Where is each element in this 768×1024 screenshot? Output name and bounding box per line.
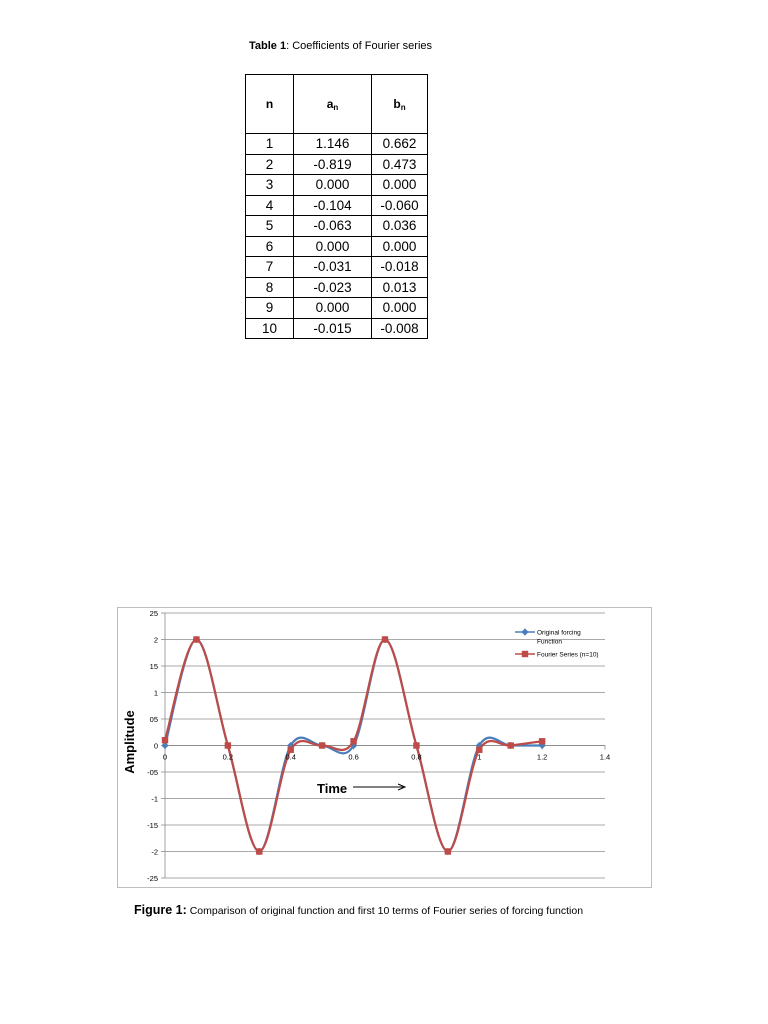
- x-axis-label: Time: [317, 781, 348, 796]
- x-tick-label: 1.2: [536, 752, 548, 762]
- cell-n: 4: [246, 195, 294, 216]
- y-tick-labels: [147, 609, 158, 883]
- data-point-square: [382, 636, 388, 642]
- table-row: [246, 175, 428, 196]
- cell-bn: -0.018: [372, 257, 428, 278]
- cell-an: 1.146: [294, 134, 372, 155]
- y-tick-label: 05: [149, 715, 158, 724]
- x-tick-label: 0.8: [411, 752, 422, 762]
- legend-entry-1: [515, 628, 581, 645]
- cell-n: 8: [246, 277, 294, 298]
- figure-caption-text: Comparison of original function and first 10 terms of Fourier series of forcing function: [186, 905, 584, 917]
- fourier-comparison-chart: [117, 607, 652, 888]
- table-row: [246, 154, 428, 175]
- x-tick-label: 0.6: [348, 752, 359, 762]
- legend-entry-2: [515, 651, 599, 659]
- cell-n: 7: [246, 257, 294, 278]
- cell-bn: 0.662: [372, 134, 428, 155]
- x-tick-label: 0.4: [285, 752, 296, 762]
- cell-an: -0.015: [294, 318, 372, 339]
- cell-bn: 0.000: [372, 175, 428, 196]
- table-row: [246, 236, 428, 257]
- data-point-square: [445, 848, 451, 854]
- x-tick-label: 0: [162, 752, 168, 762]
- y-tick-label: 25: [149, 609, 158, 618]
- table-caption-text: : Coefficients of Fourier series: [286, 40, 433, 52]
- header-n: n: [246, 75, 294, 134]
- table-caption: [249, 40, 432, 52]
- figure-caption: [134, 903, 583, 917]
- cell-bn: 0.473: [372, 154, 428, 175]
- data-point-square: [413, 742, 419, 748]
- table-row: [246, 134, 428, 155]
- data-point-square: [319, 742, 325, 748]
- data-point-square: [350, 738, 356, 744]
- cell-an: -0.104: [294, 195, 372, 216]
- header-an: $a_n$: [294, 75, 372, 134]
- cell-an: -0.031: [294, 257, 372, 278]
- y-tick-label: 2: [153, 635, 158, 645]
- cell-an: 0.000: [294, 236, 372, 257]
- x-tick-label: 1.4: [599, 752, 611, 762]
- legend-label: Fourier Series (n=10): [537, 651, 599, 659]
- table-caption-label: Table 1: [249, 40, 287, 52]
- y-tick-label: -1: [151, 794, 158, 804]
- table-row: [246, 277, 428, 298]
- data-point-square: [225, 742, 231, 748]
- cell-n: 10: [246, 318, 294, 339]
- cell-bn: 0.013: [372, 277, 428, 298]
- y-tick-label: -15: [147, 821, 158, 830]
- table-row: [246, 195, 428, 216]
- legend: [515, 628, 599, 658]
- y-tick-label: 0: [153, 741, 158, 751]
- cell-n: 3: [246, 175, 294, 196]
- table-row: [246, 318, 428, 339]
- table-row: [246, 216, 428, 237]
- y-axis-label: Amplitude: [122, 710, 137, 774]
- y-tick-label: 15: [149, 662, 158, 671]
- cell-bn: -0.008: [372, 318, 428, 339]
- legend-label: Original forcing Function: [537, 629, 581, 646]
- x-tick-label: 1: [477, 752, 482, 762]
- y-tick-label: -05: [147, 768, 158, 777]
- data-point-square: [522, 651, 528, 657]
- cell-an: -0.023: [294, 277, 372, 298]
- data-point-square: [162, 737, 168, 743]
- table-header-row: [246, 75, 428, 134]
- time-arrow: [353, 784, 405, 790]
- cell-n: 2: [246, 154, 294, 175]
- cell-bn: 0.000: [372, 236, 428, 257]
- y-tick-label: -25: [147, 874, 158, 883]
- figure-caption-label: Figure 1:: [134, 903, 187, 917]
- cell-an: 0.000: [294, 175, 372, 196]
- cell-bn: 0.036: [372, 216, 428, 237]
- table-row: [246, 298, 428, 319]
- cell-an: 0.000: [294, 298, 372, 319]
- y-tick-label: -2: [151, 847, 158, 857]
- cell-n: 1: [246, 134, 294, 155]
- cell-bn: 0.000: [372, 298, 428, 319]
- cell-bn: -0.060: [372, 195, 428, 216]
- coefficients-table: [245, 74, 428, 339]
- cell-an: -0.063: [294, 216, 372, 237]
- data-point-square: [508, 742, 514, 748]
- y-tick-label: 1: [153, 688, 158, 698]
- table-row: [246, 257, 428, 278]
- data-point-square: [193, 636, 199, 642]
- header-bn: $b_n$: [372, 75, 428, 134]
- cell-n: 5: [246, 216, 294, 237]
- cell-n: 9: [246, 298, 294, 319]
- x-tick-labels: [163, 753, 610, 762]
- data-point-diamond: [521, 628, 528, 635]
- data-point-square: [539, 738, 545, 744]
- x-tick-label: 0.2: [222, 752, 234, 762]
- cell-an: -0.819: [294, 154, 372, 175]
- cell-n: 6: [246, 236, 294, 257]
- data-point-square: [256, 848, 262, 854]
